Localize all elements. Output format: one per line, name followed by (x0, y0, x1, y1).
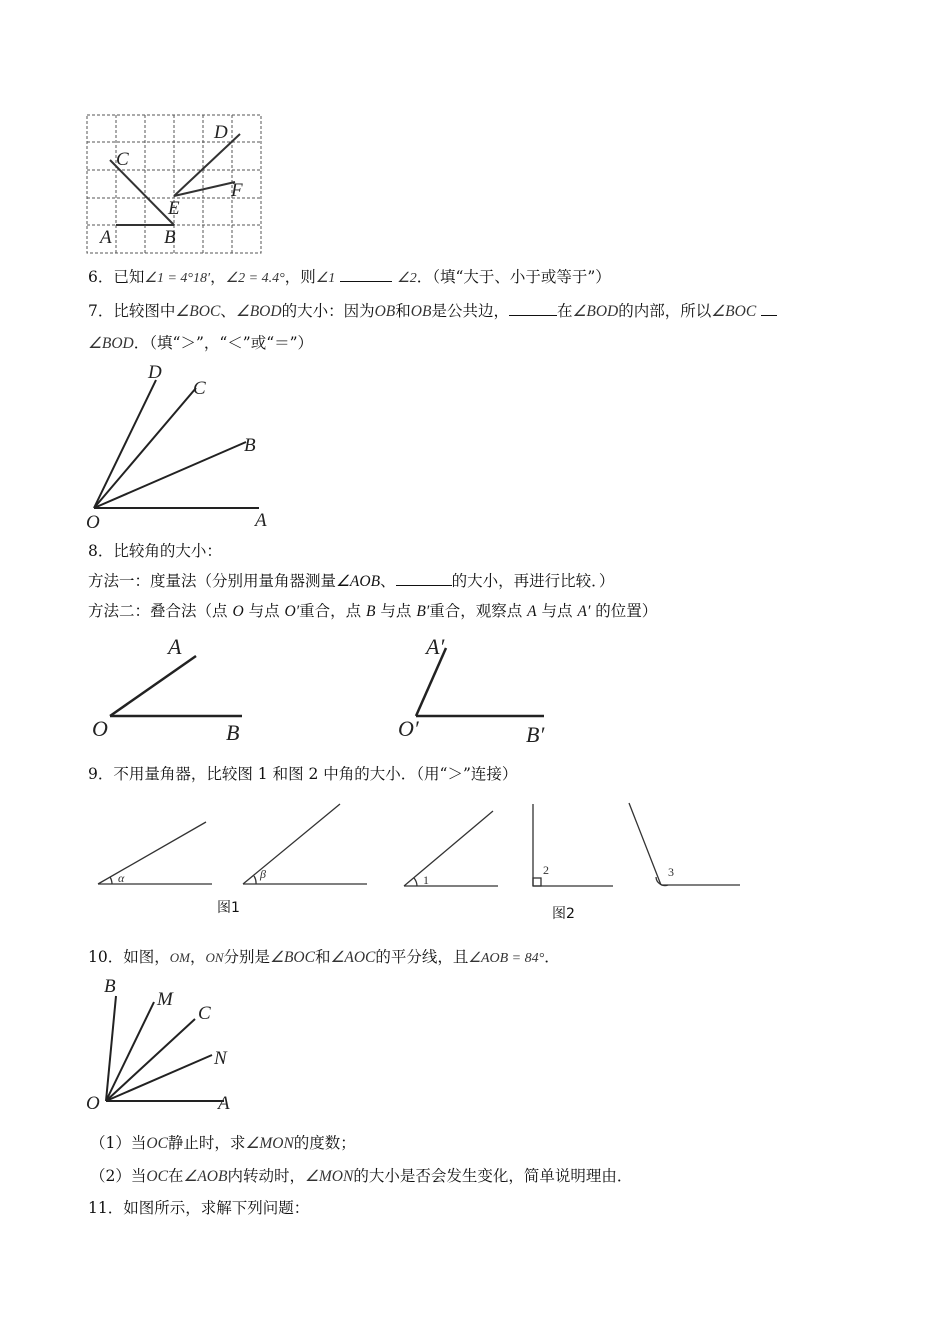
q7-label-b: B (244, 435, 256, 456)
grid-label-b: B (164, 227, 176, 248)
angle1-expression: ∠1 = 4°18′ (144, 271, 211, 286)
q10-label-m: M (157, 989, 173, 1010)
figure-1-caption: 图1 (217, 900, 240, 916)
question-10: 10．如图，OM，ON分别是∠BOC和∠AOC的平分线，且∠AOB = 84°． (88, 948, 560, 966)
figure-2-caption: 图2 (552, 906, 575, 922)
question-10-part-2: （2）当OC在∠AOB内转动时，∠MON的大小是否会发生变化，简单说明理由． (90, 1167, 633, 1185)
q10-label-a: A (218, 1093, 230, 1114)
answer-blank-q6[interactable] (340, 267, 392, 282)
q8-right-label-b-prime: B′ (526, 722, 545, 746)
angle-label-beta: β (260, 867, 266, 881)
question-7-line-1: 7．比较图中∠BOC、∠BOD的大小：因为OB和OB是公共边， 在∠BOD的内部，所以∠BOC (88, 300, 777, 323)
q8-figure-right (392, 632, 562, 746)
q8-figure-left (86, 632, 256, 744)
question-7-line-2: ∠BOD．（填“＞”，“＜”或“＝”） (88, 334, 314, 352)
angle-label-alpha: α (118, 871, 125, 885)
grid-label-d: D (214, 122, 228, 143)
answer-blank-q8[interactable] (396, 571, 452, 586)
q8-right-label-o-prime: O′ (398, 716, 419, 741)
grid-label-f: F (231, 180, 243, 201)
angle-label-1: 1 (423, 873, 429, 887)
answer-blank-q7-b[interactable] (761, 301, 777, 316)
question-9: 9．不用量角器，比较图 1 和图 2 中角的大小．（用“＞”连接） (88, 765, 518, 783)
q7-label-a: A (255, 510, 267, 531)
q8-left-label-o: O (92, 716, 108, 741)
q10-label-b: B (104, 976, 116, 997)
question-8-method-2: 方法二：叠合法（点 O 与点 O′重合，点 B 与点 B′重合，观察点 A 与点 A′ 的位置） (88, 602, 658, 620)
grid-figure (84, 112, 266, 258)
question-10-part-1: （1）当OC静止时，求∠MON的度数； (90, 1134, 356, 1152)
q9-figures (90, 798, 750, 922)
grid-label-e: E (168, 198, 180, 219)
question-11: 11．如图所示，求解下列问题： (88, 1199, 310, 1217)
q7-figure (84, 358, 284, 534)
q10-label-n: N (214, 1048, 227, 1069)
q8-left-label-b: B (226, 720, 240, 744)
grid-label-c: C (116, 149, 129, 170)
q7-label-o: O (86, 512, 100, 533)
angle-label-2: 2 (543, 863, 549, 877)
q7-label-d: D (148, 362, 162, 383)
angle2-expression: ∠2 = 4.4° (225, 271, 285, 286)
q8-right-label-a-prime: A′ (426, 634, 445, 659)
q10-label-c: C (198, 1003, 211, 1024)
angle-label-3: 3 (668, 865, 674, 879)
answer-blank-q7-a[interactable] (509, 301, 557, 316)
grid-label-a: A (100, 227, 112, 248)
q10-figure (84, 974, 254, 1120)
question-6: 6．已知∠1 = 4°18′，∠2 = 4.4°，则∠1 ∠2．（填“大于、小于或等于”） (88, 268, 611, 286)
q8-left-label-a: A (168, 634, 182, 659)
q7-label-c: C (193, 378, 206, 399)
q10-label-o: O (86, 1093, 100, 1114)
question-8-method-1: 方法一：度量法（分别用量角器测量∠AOB、 的大小，再进行比较．） (88, 572, 615, 590)
question-8-title: 8．比较角的大小： (88, 542, 222, 560)
